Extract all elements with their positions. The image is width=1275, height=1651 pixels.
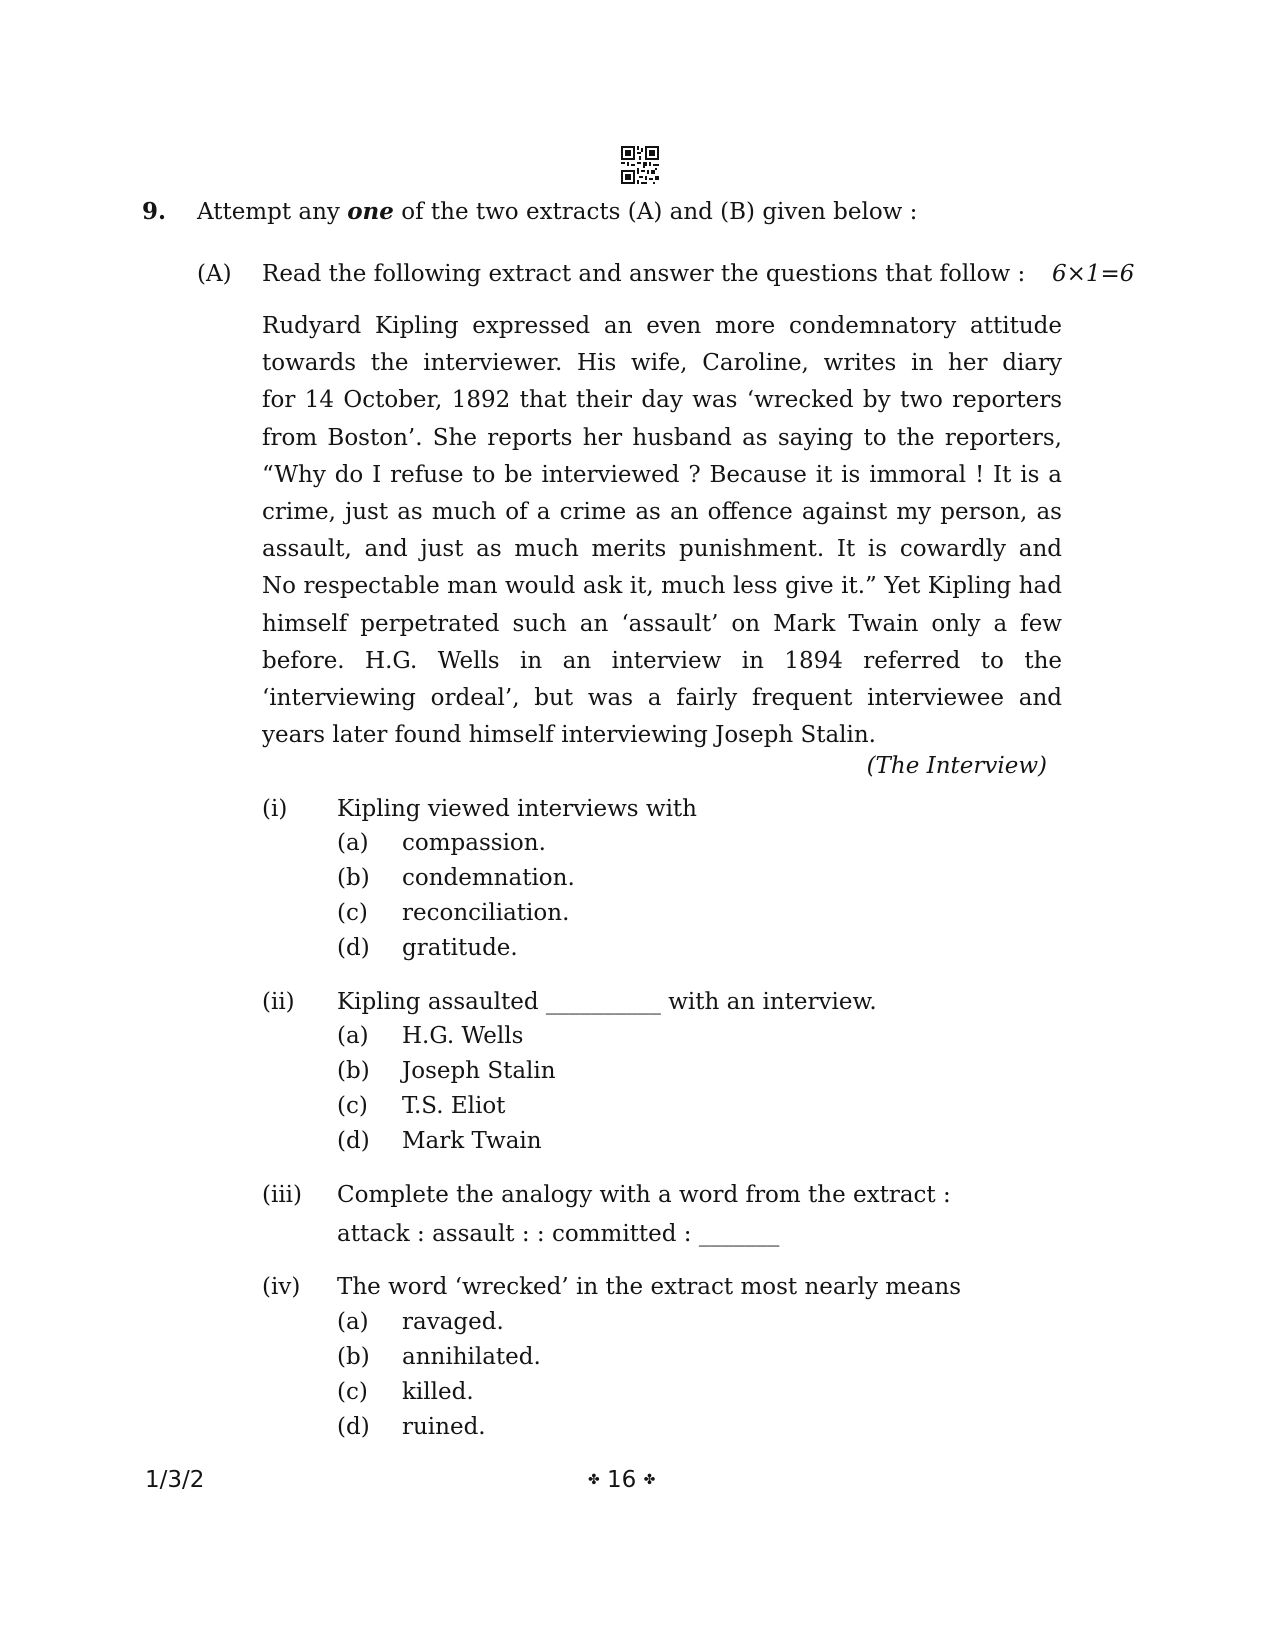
option-text: condemnation. [402,865,575,891]
option-label: (b) [337,1344,370,1370]
option-label: (a) [337,1023,369,1049]
option-label: (c) [337,900,368,926]
option-text: gratitude. [402,935,518,961]
paper-code: 1/3/2 [145,1467,205,1493]
option-label: (d) [337,935,370,961]
analogy-text: attack : assault : : committed : _______ [337,1221,780,1247]
question-label: (ii) [262,989,295,1015]
option-label: (d) [337,1414,370,1440]
passage-line: from Boston’. She reports her husband as saying to the reporters, [262,424,1062,451]
instruction-emphasis: one [347,198,394,225]
page-number: 16 [607,1467,637,1493]
option-text: ruined. [402,1414,486,1440]
option-text: compassion. [402,830,546,856]
marks-allocation: 6×1=6 [1052,261,1135,287]
question-text: Kipling viewed interviews with [337,796,697,822]
question-number: 9. [142,198,167,225]
passage-line: Rudyard Kipling expressed an even more condemnatory attitude [262,313,1062,339]
passage-line: crime, just as much of a crime as an offence against my person, as [262,498,1062,525]
option-label: (c) [337,1093,368,1119]
option-label: (b) [337,1058,370,1084]
question-text: Complete the analogy with a word from the extract : [337,1182,951,1208]
option-text: ravaged. [402,1309,504,1335]
passage-line: towards the interviewer. His wife, Caroline, writes in her diary [262,350,1062,377]
passage-line: No respectable man would ask it, much less give it.” Yet Kipling had [262,573,1062,600]
question-instruction [197,200,917,224]
option-label: (d) [337,1128,370,1154]
option-label: (a) [337,830,369,856]
question-text: The word ‘wrecked’ in the extract most nearly means [337,1274,961,1300]
question-label: (iv) [262,1274,301,1300]
option-label: (b) [337,865,370,891]
passage-line: before. H.G. Wells in an interview in 1894 referred to the [262,647,1062,674]
passage-line: ‘interviewing ordeal’, but was a fairly frequent interviewee and [262,684,1062,711]
instruction-post: of the two extracts (A) and (B) given below : [393,199,918,225]
section-instruction: Read the following extract and answer the questions that follow : [262,261,1026,287]
question-text: Kipling assaulted __________ with an interview. [337,989,877,1015]
passage-line: for 14 October, 1892 that their day was ‘wrecked by two reporters [262,387,1062,414]
instruction-pre: Attempt any [197,199,348,225]
question-label: (i) [262,796,288,822]
option-text: T.S. Eliot [402,1093,506,1119]
section-label: (A) [197,261,232,287]
passage-line: years later found himself interviewing Joseph Stalin. [262,722,876,749]
option-label: (c) [337,1379,368,1405]
question-label: (iii) [262,1182,303,1208]
ornament-left-icon: ✤ [588,1472,600,1488]
option-label: (a) [337,1309,369,1335]
extract-passage [262,308,1062,754]
option-text: H.G. Wells [402,1023,524,1049]
option-text: reconciliation. [402,900,570,926]
option-text: killed. [402,1379,474,1405]
ornament-right-icon: ✤ [643,1472,656,1488]
passage-line: assault, and just as much merits punishment. It is cowardly and [262,536,1062,563]
option-text: annihilated. [402,1344,541,1370]
option-text: Joseph Stalin [402,1058,556,1084]
passage-line: “Why do I refuse to be interviewed ? Because it is immoral ! It is a [262,461,1062,488]
option-text: Mark Twain [402,1128,542,1154]
passage-line: himself perpetrated such an ‘assault’ on Mark Twain only a few [262,610,1062,637]
qr-code [621,146,659,184]
extract-source: (The Interview) [866,753,1047,779]
page-number-block [588,1467,655,1493]
